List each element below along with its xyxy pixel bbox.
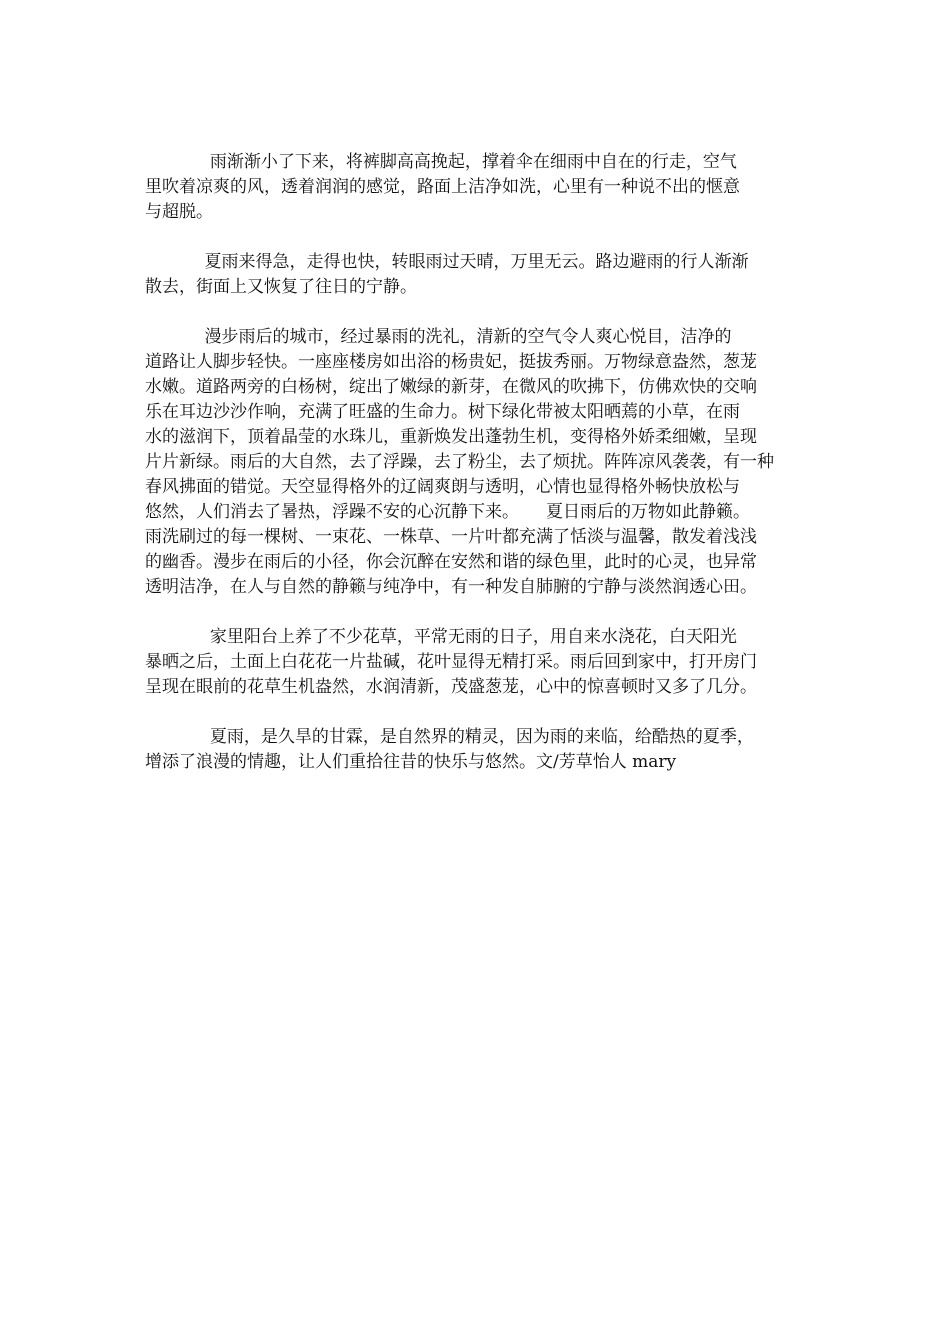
text-line: 雨渐渐小了下来，将裤脚高高挽起，撑着伞在细雨中自在的行走，空气 — [145, 152, 737, 172]
text-line: 散去，街面上又恢复了往日的宁静。 — [145, 277, 417, 297]
paragraph-5 — [145, 725, 825, 775]
paragraph-2 — [145, 250, 825, 300]
text-line: 夏雨，是久旱的甘霖，是自然界的精灵，因为雨的来临，给酷热的夏季， — [145, 727, 754, 747]
text-line: 透明洁净，在人与自然的静籁与纯净中，有一种发自肺腑的宁静与淡然润透心田。 — [145, 577, 757, 597]
paragraph-4 — [145, 625, 825, 700]
text-line: 里吹着凉爽的风，透着润润的感觉，路面上洁净如洗，心里有一种说不出的惬意 — [145, 177, 740, 197]
paragraph-3 — [145, 325, 825, 600]
text-line: 呈现在眼前的花草生机盎然，水润清新，茂盛葱茏，心中的惊喜顿时又多了几分。 — [145, 677, 757, 697]
text-line: 乐在耳边沙沙作响，充满了旺盛的生命力。树下绿化带被太阳晒蔫的小草，在雨 — [145, 402, 740, 422]
paragraph-1 — [145, 150, 825, 225]
text-line: 水的滋润下，顶着晶莹的水珠儿，重新焕发出蓬勃生机，变得格外娇柔细嫩，呈现 — [145, 427, 757, 447]
text-line: 水嫩。道路两旁的白杨树，绽出了嫩绿的新芽，在微风的吹拂下，仿佛欢快的交响 — [145, 377, 757, 397]
text-line: 家里阳台上养了不少花草，平常无雨的日子，用自来水浇花，白天阳光 — [145, 627, 737, 647]
text-line: 的幽香。漫步在雨后的小径，你会沉醉在安然和谐的绿色里，此时的心灵，也异常 — [145, 552, 757, 572]
text-line: 片片新绿。雨后的大自然，去了浮躁，去了粉尘，去了烦扰。阵阵凉风袭袭，有一种 — [145, 452, 774, 472]
text-line: 春风拂面的错觉。天空显得格外的辽阔爽朗与透明，心情也显得格外畅快放松与 — [145, 477, 740, 497]
text-line: 夏雨来得急，走得也快，转眼雨过天晴，万里无云。路边避雨的行人渐渐 — [145, 252, 749, 272]
text-line: 雨洗刷过的每一棵树、一束花、一株草、一片叶都充满了恬淡与温馨，散发着浅浅 — [145, 527, 757, 547]
text-line: 悠然，人们消去了暑热，浮躁不安的心沉静下来。 夏日雨后的万物如此静籁。 — [145, 502, 751, 522]
text-line: 增添了浪漫的情趣，让人们重拾往昔的快乐与悠然。文/芳草怡人 mary — [145, 752, 677, 772]
text-line: 漫步雨后的城市，经过暴雨的洗礼，清新的空气令人爽心悦目，洁净的 — [145, 327, 732, 347]
text-line: 与超脱。 — [145, 202, 213, 222]
text-line: 道路让人脚步轻快。一座座楼房如出浴的杨贵妃，挺拔秀丽。万物绿意盎然，葱茏 — [145, 352, 757, 372]
text-line: 暴晒之后，土面上白花花一片盐碱，花叶显得无精打采。雨后回到家中，打开房门 — [145, 652, 757, 672]
